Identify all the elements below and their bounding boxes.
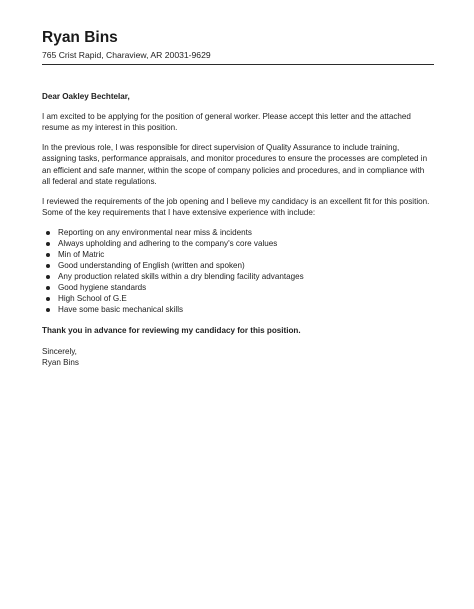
list-item bbox=[42, 282, 434, 293]
list-item bbox=[42, 227, 434, 238]
bullet-icon bbox=[46, 253, 50, 257]
greeting: Dear Oakley Bechtelar, bbox=[42, 92, 130, 101]
letter-body bbox=[42, 91, 434, 369]
closing-statement: Thank you in advance for reviewing my candidacy for this position. bbox=[42, 326, 301, 336]
list-item bbox=[42, 238, 434, 249]
paragraph-intro: I am excited to be applying for the position of general worker. Please accept this letter and the attached resume as my interest in this position. bbox=[42, 111, 411, 132]
list-item-text: Any production related skills within a dry blending facility advantages bbox=[58, 271, 304, 281]
list-item-text: Good hygiene standards bbox=[58, 282, 147, 292]
list-item-text: Good understanding of English (written and spoken) bbox=[58, 260, 245, 270]
paragraph-requirements: I reviewed the requirements of the job opening and I believe my candidacy is an excellent fit for this position. Some of the key requirements that I have extensive experience with include: bbox=[42, 196, 430, 217]
list-item bbox=[42, 249, 434, 260]
sender-name: Ryan Bins bbox=[42, 29, 118, 46]
list-item bbox=[42, 304, 434, 315]
signoff: Sincerely, bbox=[42, 346, 77, 356]
list-item bbox=[42, 271, 434, 282]
bullet-icon bbox=[46, 308, 50, 312]
list-item-text: Reporting on any environmental near miss & incidents bbox=[58, 227, 252, 237]
list-item bbox=[42, 260, 434, 271]
header-divider bbox=[42, 64, 434, 65]
signature-name: Ryan Bins bbox=[42, 358, 79, 368]
list-item-text: Always upholding and adhering to the company's core values bbox=[58, 238, 278, 248]
bullet-icon bbox=[46, 264, 50, 268]
bullet-icon bbox=[46, 275, 50, 279]
paragraph-experience: In the previous role, I was responsible for direct supervision of Quality Assurance to include training, assigning tasks, performance appraisals, and monitor procedures to ensure the processes are completed in an efficient and safe manner, within the scope of company policies and procedures, and in compliance with all federal and state regulations. bbox=[42, 142, 428, 186]
bullet-icon bbox=[46, 231, 50, 235]
letter-header bbox=[42, 29, 434, 61]
bullet-icon bbox=[46, 242, 50, 246]
list-item-text: High School of G.E bbox=[58, 294, 127, 304]
bullet-icon bbox=[46, 297, 50, 301]
sender-address: 765 Crist Rapid, Charaview, AR 20031-9629 bbox=[42, 50, 211, 60]
list-item-text: Min of Matric bbox=[58, 249, 105, 259]
list-item-text: Have some basic mechanical skills bbox=[58, 305, 184, 315]
requirements-list bbox=[42, 227, 434, 316]
bullet-icon bbox=[46, 286, 50, 290]
list-item bbox=[42, 293, 434, 304]
